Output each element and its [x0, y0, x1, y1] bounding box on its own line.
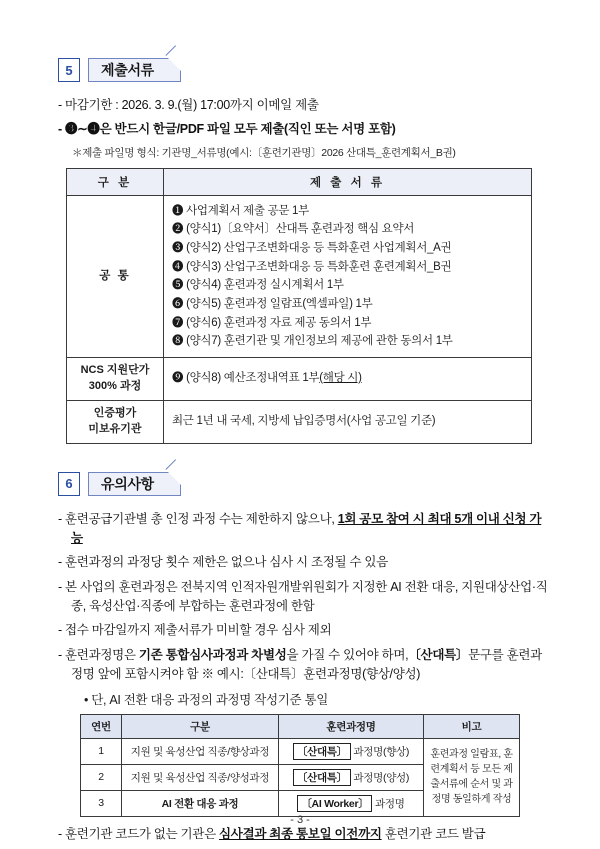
- course-row-division: 지원 및 육성산업 직종/향상과정: [122, 738, 279, 764]
- note-line-3: - 본 사업의 훈련과정은 전북지역 인적자원개발위원회가 지정한 AI 전환 대응, 지원대상산업·직종, 육성산업·직종에 부합하는 훈련과정에 한함: [58, 579, 548, 613]
- section-title-tag: [88, 58, 181, 82]
- row-documents-common: [164, 195, 532, 357]
- course-row-no: 3: [81, 790, 122, 816]
- row-category-ncs: [67, 357, 164, 400]
- list-item: ❺ (양식4) 훈련과정 실시계획서 1부: [172, 279, 344, 292]
- course-row-division: 지원 및 육성산업 직종/양성과정: [122, 764, 279, 790]
- submission-format-line: - ❸∼❹은 반드시 한글/PDF 파일 모두 제출(직인 또는 서명 포함): [58, 122, 396, 137]
- note-line-1-emph: 1회 공모 참여 시 최대 5개 이내 신청 가능: [71, 511, 542, 545]
- note-line-5-emph2: 〔산대특〕: [408, 647, 469, 662]
- row-category-common: 공 통: [67, 195, 164, 357]
- row-documents-ncs: [164, 357, 532, 400]
- col-header-course-name: 훈련과정명: [279, 714, 424, 738]
- filename-format-note: ＊제출 파일명 형식: 기관명_서류명(예시:〔훈련기관명〕2026 산대특_훈련계획서_B권): [72, 146, 456, 159]
- col-header-documents: 제 출 서 류: [164, 168, 532, 195]
- section-title-5: [88, 58, 181, 82]
- list-item: ❷ (양식1)〔요약서〕산대특 훈련과정 핵심 요약서: [172, 223, 415, 236]
- section-heading-5: [58, 58, 548, 82]
- col-header-division: 구 분: [67, 168, 164, 195]
- row-category-ncs-line1: NCS 지원단가: [80, 363, 150, 376]
- note-line-5-c: 문구를 훈련과정명 앞에 포함시켜야 함 ※ 예시:〔산대특〕훈련과정명(향상/양성): [71, 647, 542, 682]
- page-number: - 3 -: [290, 814, 310, 826]
- section-title-text: 제출서류: [101, 62, 154, 78]
- note-line-6: [58, 825, 548, 844]
- ncs-doc-text: ❾ (양식8) 예산조정내역표 1부: [172, 372, 320, 385]
- course-tail: 과정명(향상): [353, 745, 410, 758]
- note-line-5-b: 을 가질 수 있어야 하며,: [286, 647, 409, 662]
- course-tail: 과정명: [375, 797, 405, 810]
- section-title-6: [88, 472, 181, 496]
- col-header-division: 구분: [122, 714, 279, 738]
- section-6-wrapper: [58, 472, 548, 844]
- section-number-badge-6: 6: [58, 472, 80, 496]
- course-table-header-row: [81, 714, 520, 738]
- col-header-no: 연번: [81, 714, 122, 738]
- note-line-1-a: - 훈련공급기관별 총 인정 과정 수는 제한하지 않으나,: [58, 511, 338, 526]
- note-line-1: [58, 510, 548, 549]
- course-row-no: 2: [81, 764, 122, 790]
- row-category-uncertified: [67, 400, 164, 443]
- note-line-6-b: 훈련기관 코드 발급: [381, 826, 486, 841]
- document-content: [58, 58, 548, 849]
- course-row-name: [279, 738, 424, 764]
- list-item: ❹ (양식3) 산업구조변화대응 등 특화훈련 훈련계획서_B권: [172, 260, 452, 273]
- course-row-name: [279, 790, 424, 816]
- course-tag: 〔산대특〕: [293, 743, 351, 760]
- note-line-5-emph1: 기존 통합심사과정과 차별성: [138, 647, 287, 662]
- note-line-6-a: - 훈련기관 코드가 없는 기관은: [58, 826, 220, 841]
- table-row: [67, 195, 532, 357]
- ncs-doc-condition: (해당 시): [319, 372, 362, 385]
- course-row-no: 1: [81, 738, 122, 764]
- section-title-tag-6: [88, 472, 181, 496]
- list-item: ❸ (양식2) 산업구조변화대응 등 특화훈련 사업계획서_A권: [172, 242, 452, 254]
- course-naming-table: [80, 714, 520, 817]
- table-row: [67, 357, 532, 400]
- table-row: [81, 738, 520, 764]
- section-heading-6: [58, 472, 548, 496]
- deadline-line: - 마감기한 : 2026. 3. 9.(월) 17:00까지 이메일 제출: [58, 98, 319, 112]
- note-line-5-a: - 훈련과정명은: [58, 647, 139, 662]
- note-line-6-emph: 심사결과 최종 통보일 이전까지: [219, 826, 382, 841]
- list-item: ❻ (양식5) 훈련과정 일람표(엑셀파일) 1부: [172, 297, 373, 310]
- sub-bullet-ai-naming: • 단, AI 전환 대응 과정의 과정명 작성기준 통일: [84, 692, 329, 707]
- list-item: ❼ (양식6) 훈련과정 자료 제공 동의서 1부: [172, 316, 372, 329]
- row-category-ncs-line2: 300% 과정: [88, 379, 142, 392]
- course-memo: 훈련과정 일람표, 훈련계획서 등 모든 제출서류에 순서 및 과정명 동일하게 작성: [424, 738, 520, 816]
- section-title-text-6: 유의사항: [101, 475, 154, 492]
- course-row-division: AI 전환 대응 과정: [122, 790, 279, 816]
- table-row: [67, 400, 532, 443]
- row-documents-uncertified: 최근 1년 내 국세, 지방세 납입증명서(사업 공고일 기준): [164, 400, 532, 443]
- note-line-4: - 접수 마감일까지 제출서류가 미비할 경우 심사 제외: [58, 623, 332, 638]
- section-number-badge: 5: [58, 58, 80, 82]
- col-header-memo: 비고: [424, 714, 520, 738]
- course-tail: 과정명(양성): [353, 771, 410, 784]
- row-category-uncertified-line2: 미보유기관: [88, 422, 142, 435]
- course-tag: 〔산대특〕: [293, 769, 351, 786]
- table-header-row: [67, 168, 532, 195]
- note-line-2: - 훈련과정의 과정당 횟수 제한은 없으나 심사 시 조정될 수 있음: [58, 555, 388, 570]
- list-item: ❶ 사업계획서 제출 공문 1부: [172, 204, 309, 217]
- course-tag: 〔AI Worker〕: [297, 795, 372, 812]
- note-line-5: [58, 646, 548, 685]
- course-row-name: [279, 764, 424, 790]
- list-item: ❽ (양식7) 훈련기관 및 개인정보의 제공에 관한 동의서 1부: [172, 335, 453, 348]
- submission-documents-table: [66, 168, 532, 444]
- row-category-uncertified-line1: 인증평가: [93, 406, 137, 419]
